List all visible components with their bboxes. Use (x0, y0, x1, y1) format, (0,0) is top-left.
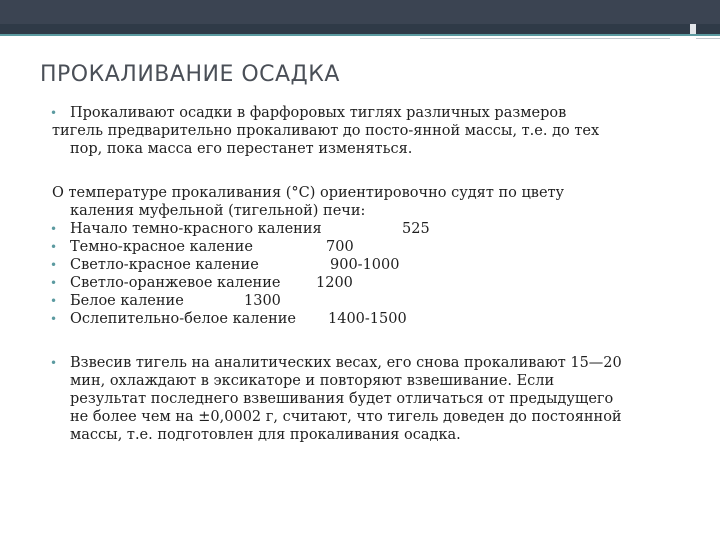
temp-value: 1200 (316, 275, 353, 291)
bullet-icon: • (50, 240, 58, 254)
temp-label: Светло-красное каление (70, 257, 259, 273)
slide-body (52, 104, 682, 444)
header-divider (420, 38, 670, 39)
header-bar (0, 0, 720, 24)
temp-label: Белое каление (70, 293, 184, 309)
bullet-icon: • (50, 222, 58, 236)
bullet-icon: • (50, 294, 58, 308)
temp-row-1 (52, 220, 682, 238)
final-line-4: не более чем на ±0,0002 г, считают, что тигель доведен до постоянной (70, 409, 622, 425)
final-bullet-item (52, 354, 682, 372)
temp-row-3 (52, 256, 682, 274)
final-line-1: Взвесив тигель на аналитических весах, его снова прокаливают 15—20 (70, 355, 622, 371)
temp-value: 900-1000 (330, 257, 400, 273)
temp-label: Начало темно-красного каления (70, 221, 322, 237)
intro-bullet-item (52, 104, 682, 122)
bullet-icon: • (50, 106, 58, 120)
header-accent-tail (696, 24, 720, 34)
temperature-line-2: каления муфельной (тигельной) печи: (70, 203, 366, 219)
temp-value: 700 (326, 239, 354, 255)
temp-row-4 (52, 274, 682, 292)
temp-label: Темно-красное каление (70, 239, 253, 255)
intro-line-3: пор, пока масса его перестанет изменяться. (70, 141, 413, 157)
temp-label: Светло-оранжевое каление (70, 275, 281, 291)
temp-value: 525 (402, 221, 430, 237)
slide-title: ПРОКАЛИВАНИЕ ОСАДКА (40, 62, 340, 87)
header-accent-dark (0, 24, 690, 34)
intro-line-1: Прокаливают осадки в фарфоровых тиглях различных размеров (70, 105, 567, 121)
header-divider-right (696, 38, 720, 39)
bullet-icon: • (50, 276, 58, 290)
temp-row-6 (52, 310, 682, 328)
final-line-2: мин, охлаждают в эксикаторе и повторяют взвешивание. Если (70, 373, 555, 389)
bullet-icon: • (50, 356, 58, 370)
temp-value: 1300 (244, 293, 281, 309)
temp-label: Ослепительно-белое каление (70, 311, 296, 327)
header-accent-line (0, 34, 720, 36)
bullet-icon: • (50, 258, 58, 272)
temp-row-2 (52, 238, 682, 256)
intro-line-2: тигель предварительно прокаливают до посто-янной массы, т.е. до тех (52, 123, 600, 139)
temp-row-5 (52, 292, 682, 310)
final-line-3: результат последнего взвешивания будет отличаться от предыдущего (70, 391, 614, 407)
temperature-line-1: О температуре прокаливания (°С) ориентировочно судят по цвету (52, 185, 565, 201)
final-line-5: массы, т.е. подготовлен для прокаливания осадка. (70, 427, 461, 443)
bullet-icon: • (50, 312, 58, 326)
temp-value: 1400-1500 (328, 311, 407, 327)
